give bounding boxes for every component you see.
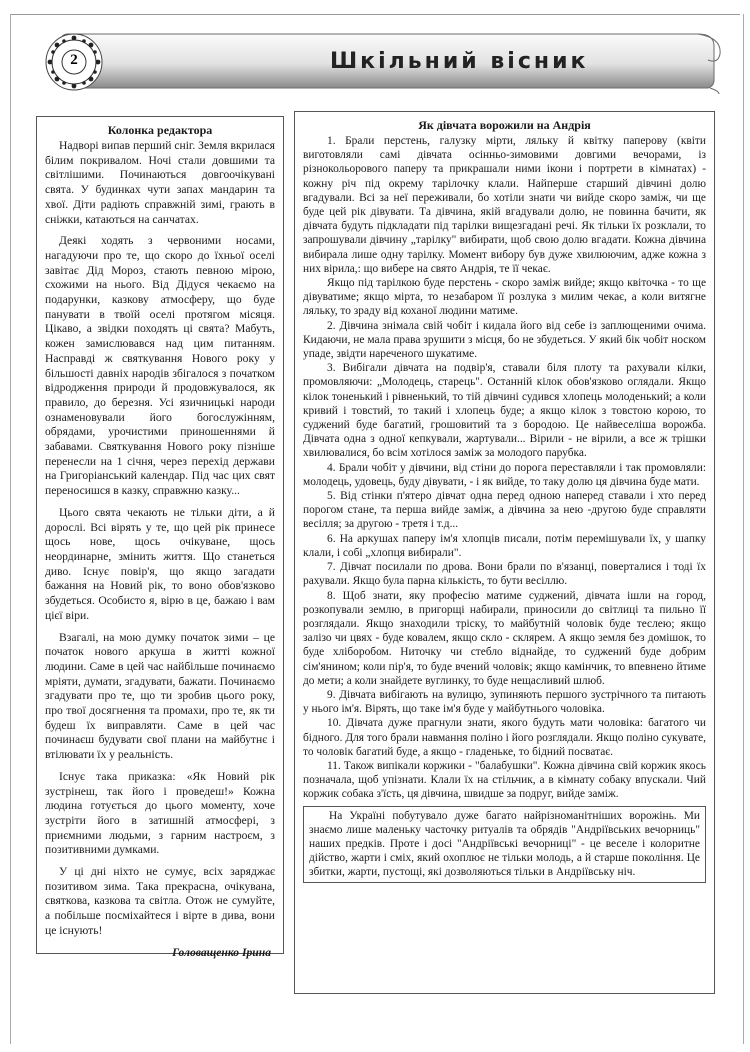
article-paragraph: 9. Дівчата вибігають на вулицю, зупиняють першого зустрічного та питають у нього ім'я. Вірять, що таке ім'я буде у майбутнього чоловіка. [303, 688, 706, 716]
article-epilogue-box [303, 806, 706, 883]
page-border-left [10, 14, 11, 1044]
article-paragraph: 10. Дівчата дуже прагнули знати, якого будуть мати чоловіка: багатого чи бідного. Для того брали навмання поліно і його розглядали. Якщо поліно сукувате, то чоловік багатий буде, а якщо - гладеньке, то бідний посватає. [303, 717, 706, 758]
article-column [294, 111, 715, 994]
page-number: 2 [70, 52, 78, 68]
masthead-title: Шкільний вісник [330, 49, 589, 74]
article-paragraph: 6. На аркушах паперу ім'я хлопців писали, потім перемішували їх, у шапку клали, і собі „хлопця вибирали". [303, 532, 706, 559]
editorial-paragraph: Деякі ходять з червоними носами, нагадуючи про те, що скоро до їхньої оселі завітає Дід Мороз, стають певною мірою, схожими на нього. Від Дідуся чекаємо на подарунки, казкову атмосферу, що буде панувати в твоїй оселі протягом місяця. Цікаво, а звідки походять ці свята? Мабуть, кожен замислювався над цим питанням. Насправді ж святкування Нового року у більшості давніх народів збігалося з початком відродження природи й продовжувалося, як правило, до березня. Усі язичницькі народи ознаменовували його богослужінням, обрядами, урочистими приношеннями й забавами. Святкування Нового року пізніше перенесли на 1 січня, через перехід держави на Григоріанський календар. Під час цих свят переносишся в казку, справжню казку... [45, 234, 275, 498]
editorial-paragraph: У ці дні ніхто не сумує, всіх заряджає позитивом зима. Така прекрасна, очікувана, святкова, казкова та світла. Отож не сумуйте, а побільше посміхайтеся і вірте в дива, вони це існують! [45, 865, 275, 937]
article-paragraph: 2. Дівчина знімала свій чобіт і кидала його від себе із заплющеними очима. Кидаючи, не мала права зрушити з місця, бо не збудеться. У який бік чобіт носком упаде, звідти нареченого шукатиме. [303, 319, 706, 361]
article-paragraph: 5. Від стінки п'ятеро дівчат одна перед одною наперед ставали і хто перед порогом стане, та перша вийде заміж, а дівчина за нею -другою буде справляти весілля; за другою - третя і т.д... [303, 490, 706, 531]
article-paragraph: 1. Брали перстень, галузку мірти, ляльку й квітку паперову (квіти виготовляли самі дівчата осінньо-зимовими довгими вечорами, із різнокольорового паперу та прикрашали ними ікони і портрети в кімнатах) - кожну річ під окрему тарілочку клали. Найперше старший дівчині долю вгадували. Всі за неї переживали, бо хотіли знати чи вийде скоро заміж, чи ще буде цей рік дівувати. Та дівчина, якій вгадували долю, не повинна бачити, як дівчата будуть підкладати під тарілки вищезгадані речі. Як тільки їх розклали, то запрошували дівчину „тарілку" вибирати, щоб свою долю вгадати. Кожна дівчина вибирала лише одну тарілку. Момент вибору був дуже хвилюючим, адже кожна з них вірила,: що вибере на свято Андрія, те її чекає. [303, 135, 706, 275]
page-border-top [10, 14, 740, 15]
editorial-paragraph: Цього свята чекають не тільки діти, а й дорослі. Всі вірять у те, що цей рік принесе щось нове, щось очікуване, щось неординарне, змінить життя. Що станеться диво. Існує повір'я, що якщо загадати бажання на Новий рік, то воно обов'язково збудеться. Особисто я, вірю в це, бажаю і вам цієї віри. [45, 505, 275, 622]
editorial-signature: Головащенко Ірина [172, 945, 271, 959]
editorial-heading: Колонка редактора [107, 123, 213, 137]
article-paragraph: 4. Брали чобіт у дівчини, від стіни до порога переставляли і так промовляли: молодець, удовець, буду дівувати, - і як вийде, то таку долю ця дівчина буде мати. [303, 461, 706, 488]
article-epilogue: На Україні побутувало дуже багато найрізноманітніших ворожінь. Ми знаємо лише маленьку часточку ритуалів та обрядів "Андріївських вечорниць" наших предків. Проте і досі "Андріївські вечорниці" - це веселе і колоритне дійство, жарти і сміх, який охоплює не тільки молодь, а й старше покоління. Це збитки, жарти, пустощі, які дозволяються тільки в Андріївську ніч. [309, 809, 700, 879]
article-paragraph: 11. Також випікали коржики - "балабушки". Кожна дівчина свій коржик якось позначала, щоб упізнати. Клали їх на стільчик, а в кімнату собаку впускали. Чий коржик собака з'їсть, ця дівчина, швидше за подруг, вийде заміж. [303, 759, 706, 801]
editorial-paragraph: Існує така приказка: «Як Новий рік зустрінеш, так його і проведеш!» Кожна людина готується до цього моменту, хоче зустріти його в затишній атмосфері, з приємними людьми, з гарним настроєм, з позитивними думками. [45, 769, 275, 857]
editorial-paragraph: Надворі випав перший сніг. Земля вкрилася білим покривалом. Ночі стали довшими та світлішими. Починаються довгоочікувані свята. У будинках чути запах мандарин та хвої. Діти радіють справжній зимі, грають в сніжки, катаються на санчатах. [45, 139, 275, 226]
editorial-paragraph: Взагалі, на мою думку початок зими – це початок нового аркуша в житті кожної людини. Саме в цей час найбільше починаємо мріяти, думати, згадувати, бажати. Починаємо згадувати про те, що ти зробив цього року, про твої досягнення та промахи, про те, як ти будеш їх виправляти. Саме в цей час починаєш будувати свої плани на майбутнє і втілювати їх у реальність. [45, 630, 275, 762]
article-heading: Як дівчата ворожили на Андрія [418, 118, 591, 132]
article-paragraph: 3. Вибігали дівчата на подвір'я, ставали біля плоту та рахували кілки, промовляючи: „Молодець, старець". Останній кілок обов'язково оглядали. Якщо кілок тоненький і рівненький, то тій дівчині судився хлопець молоденький; а коли кривий і товстий, то такий і хлопець буде; а якщо кілок з товстою корою, то суджений буде багатий, грошовитий та з бородою. Це найвеселіша ворожба. Дівчата одна з одної кепкували, жартували... Вірили - не вірили, а все ж трішки хвилювалися, бо всім хотілося заміж за молодого парубка. [303, 362, 706, 460]
article-paragraph: 7. Дівчат посилали по дрова. Вони брали по в'язанці, поверталися і тоді їх рахували. Якщо була парна кількість, то бути весіллю. [303, 561, 706, 588]
article-paragraph: 8. Щоб знати, яку професію матиме суджений, дівчата ішли на город, розкопували землю, в пригорщі набирали, приносили до світлиці та пильно її розглядали. Якщо знаходили тріску, то майбутній чоловік буде теслею; якщо залізо чи цвях - буде ковалем, якщо скло - склярем. А якщо земля без домішок, то буде хліборобом. Ниточку чи стебло віднайде, то суджений буде добрим сім'янином; коли пір'я, то буде вчений чоловік; якщо камінчик, то впевнено йтиме до мети; а коли знайдете вуглинку, то буде нещасливий шлюб. [303, 589, 706, 687]
article-paragraph: Якщо під тарілкою буде перстень - скоро заміж вийде; якщо квіточка - то ще дівуватиме; якщо мірта, то незабаром її розлука з милим чекає, а коли витягне ляльку, то зраду від коханої людини матиме. [303, 277, 706, 318]
editorial-column [36, 116, 284, 959]
page-border-right [743, 14, 744, 1044]
